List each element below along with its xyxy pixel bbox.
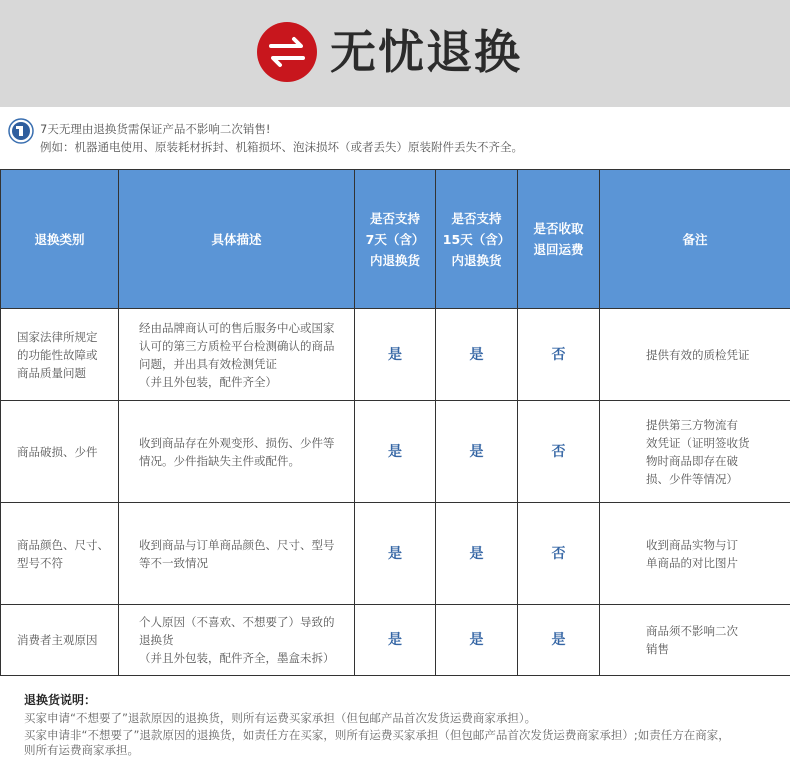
- column-header-description: 具体描述: [119, 170, 355, 309]
- note-cell: 提供第三方物流有 效凭证（证明签收货 物时商品即存在破 损、少件等情况）: [600, 401, 790, 503]
- freight-cell: 否: [518, 503, 600, 605]
- column-header-15-days: 是否支持 15天（含） 内退换货: [436, 170, 518, 309]
- table-header-row: [1, 170, 790, 309]
- table-row: [1, 309, 790, 401]
- table-row: [1, 401, 790, 503]
- fifteen-day-cell: 是: [436, 401, 518, 503]
- seven-day-cell: 是: [355, 309, 436, 401]
- notice-example-text: 例如：机器通电使用、原装耗材拆封、机箱损坏、泡沫损坏（或者丢失）原装附件丢失不齐全。: [40, 140, 523, 154]
- column-header-category: 退换类别: [1, 170, 119, 309]
- seven-day-cell: 是: [355, 503, 436, 605]
- return-policy-table: [0, 169, 790, 675]
- category-cell: 消费者主观原因: [1, 605, 119, 676]
- exchange-arrows-icon: [257, 22, 317, 82]
- category-cell: 商品破损、少件: [1, 401, 119, 503]
- seven-day-cell: 是: [355, 401, 436, 503]
- column-header-freight: 是否收取 退回运费: [518, 170, 600, 309]
- seven-day-cell: 是: [355, 605, 436, 676]
- fifteen-day-cell: 是: [436, 309, 518, 401]
- note-cell: 收到商品实物与订 单商品的对比图片: [600, 503, 790, 605]
- column-header-note: 备注: [600, 170, 790, 309]
- table-row: [1, 503, 790, 605]
- table-row: [1, 605, 790, 676]
- footer-text-line: 买家申请“不想要了”退款原因的退换货，则所有运费买家承担（但包邮产品首次发货运费商家承担）。: [24, 711, 537, 725]
- info-badge-icon: [8, 118, 34, 144]
- footer-text-line: 则所有运费商家承担。: [24, 743, 139, 757]
- note-cell: 商品须不影响二次 销售: [600, 605, 790, 676]
- footer-text-line: 买家申请非“不想要了”退款原因的退换货，如责任方在买家，则所有运费买家承担（但包邮产品首次发货运费商家承担）;如责任方在商家，: [24, 728, 730, 742]
- description-cell: 收到商品与订单商品颜色、尺寸、型号 等不一致情况: [119, 503, 355, 605]
- column-header-7-days: 是否支持 7天（含） 内退换货: [355, 170, 436, 309]
- note-cell: 提供有效的质检凭证: [600, 309, 790, 401]
- fifteen-day-cell: 是: [436, 503, 518, 605]
- description-cell: 经由品牌商认可的售后服务中心或国家 认可的第三方质检平台检测确认的商品 问题，并出具有效检测凭证 （并且外包装，配件齐全）: [119, 309, 355, 401]
- description-cell: 收到商品存在外观变形、损伤、少件等 情况。少件指缺失主件或配件。: [119, 401, 355, 503]
- notice-text: 7天无理由退换货需保证产品不影响二次销售!: [40, 122, 271, 136]
- category-cell: 国家法律所规定 的功能性故障或 商品质量问题: [1, 309, 119, 401]
- page-title: 无忧退换: [330, 25, 522, 79]
- freight-cell: 是: [518, 605, 600, 676]
- footer-title: 退换货说明：: [24, 693, 97, 707]
- description-cell: 个人原因（不喜欢、不想要了）导致的 退换货 （并且外包装，配件齐全，墨盒未拆）: [119, 605, 355, 676]
- freight-cell: 否: [518, 401, 600, 503]
- freight-cell: 否: [518, 309, 600, 401]
- fifteen-day-cell: 是: [436, 605, 518, 676]
- category-cell: 商品颜色、尺寸、 型号不符: [1, 503, 119, 605]
- page-header: [0, 0, 790, 107]
